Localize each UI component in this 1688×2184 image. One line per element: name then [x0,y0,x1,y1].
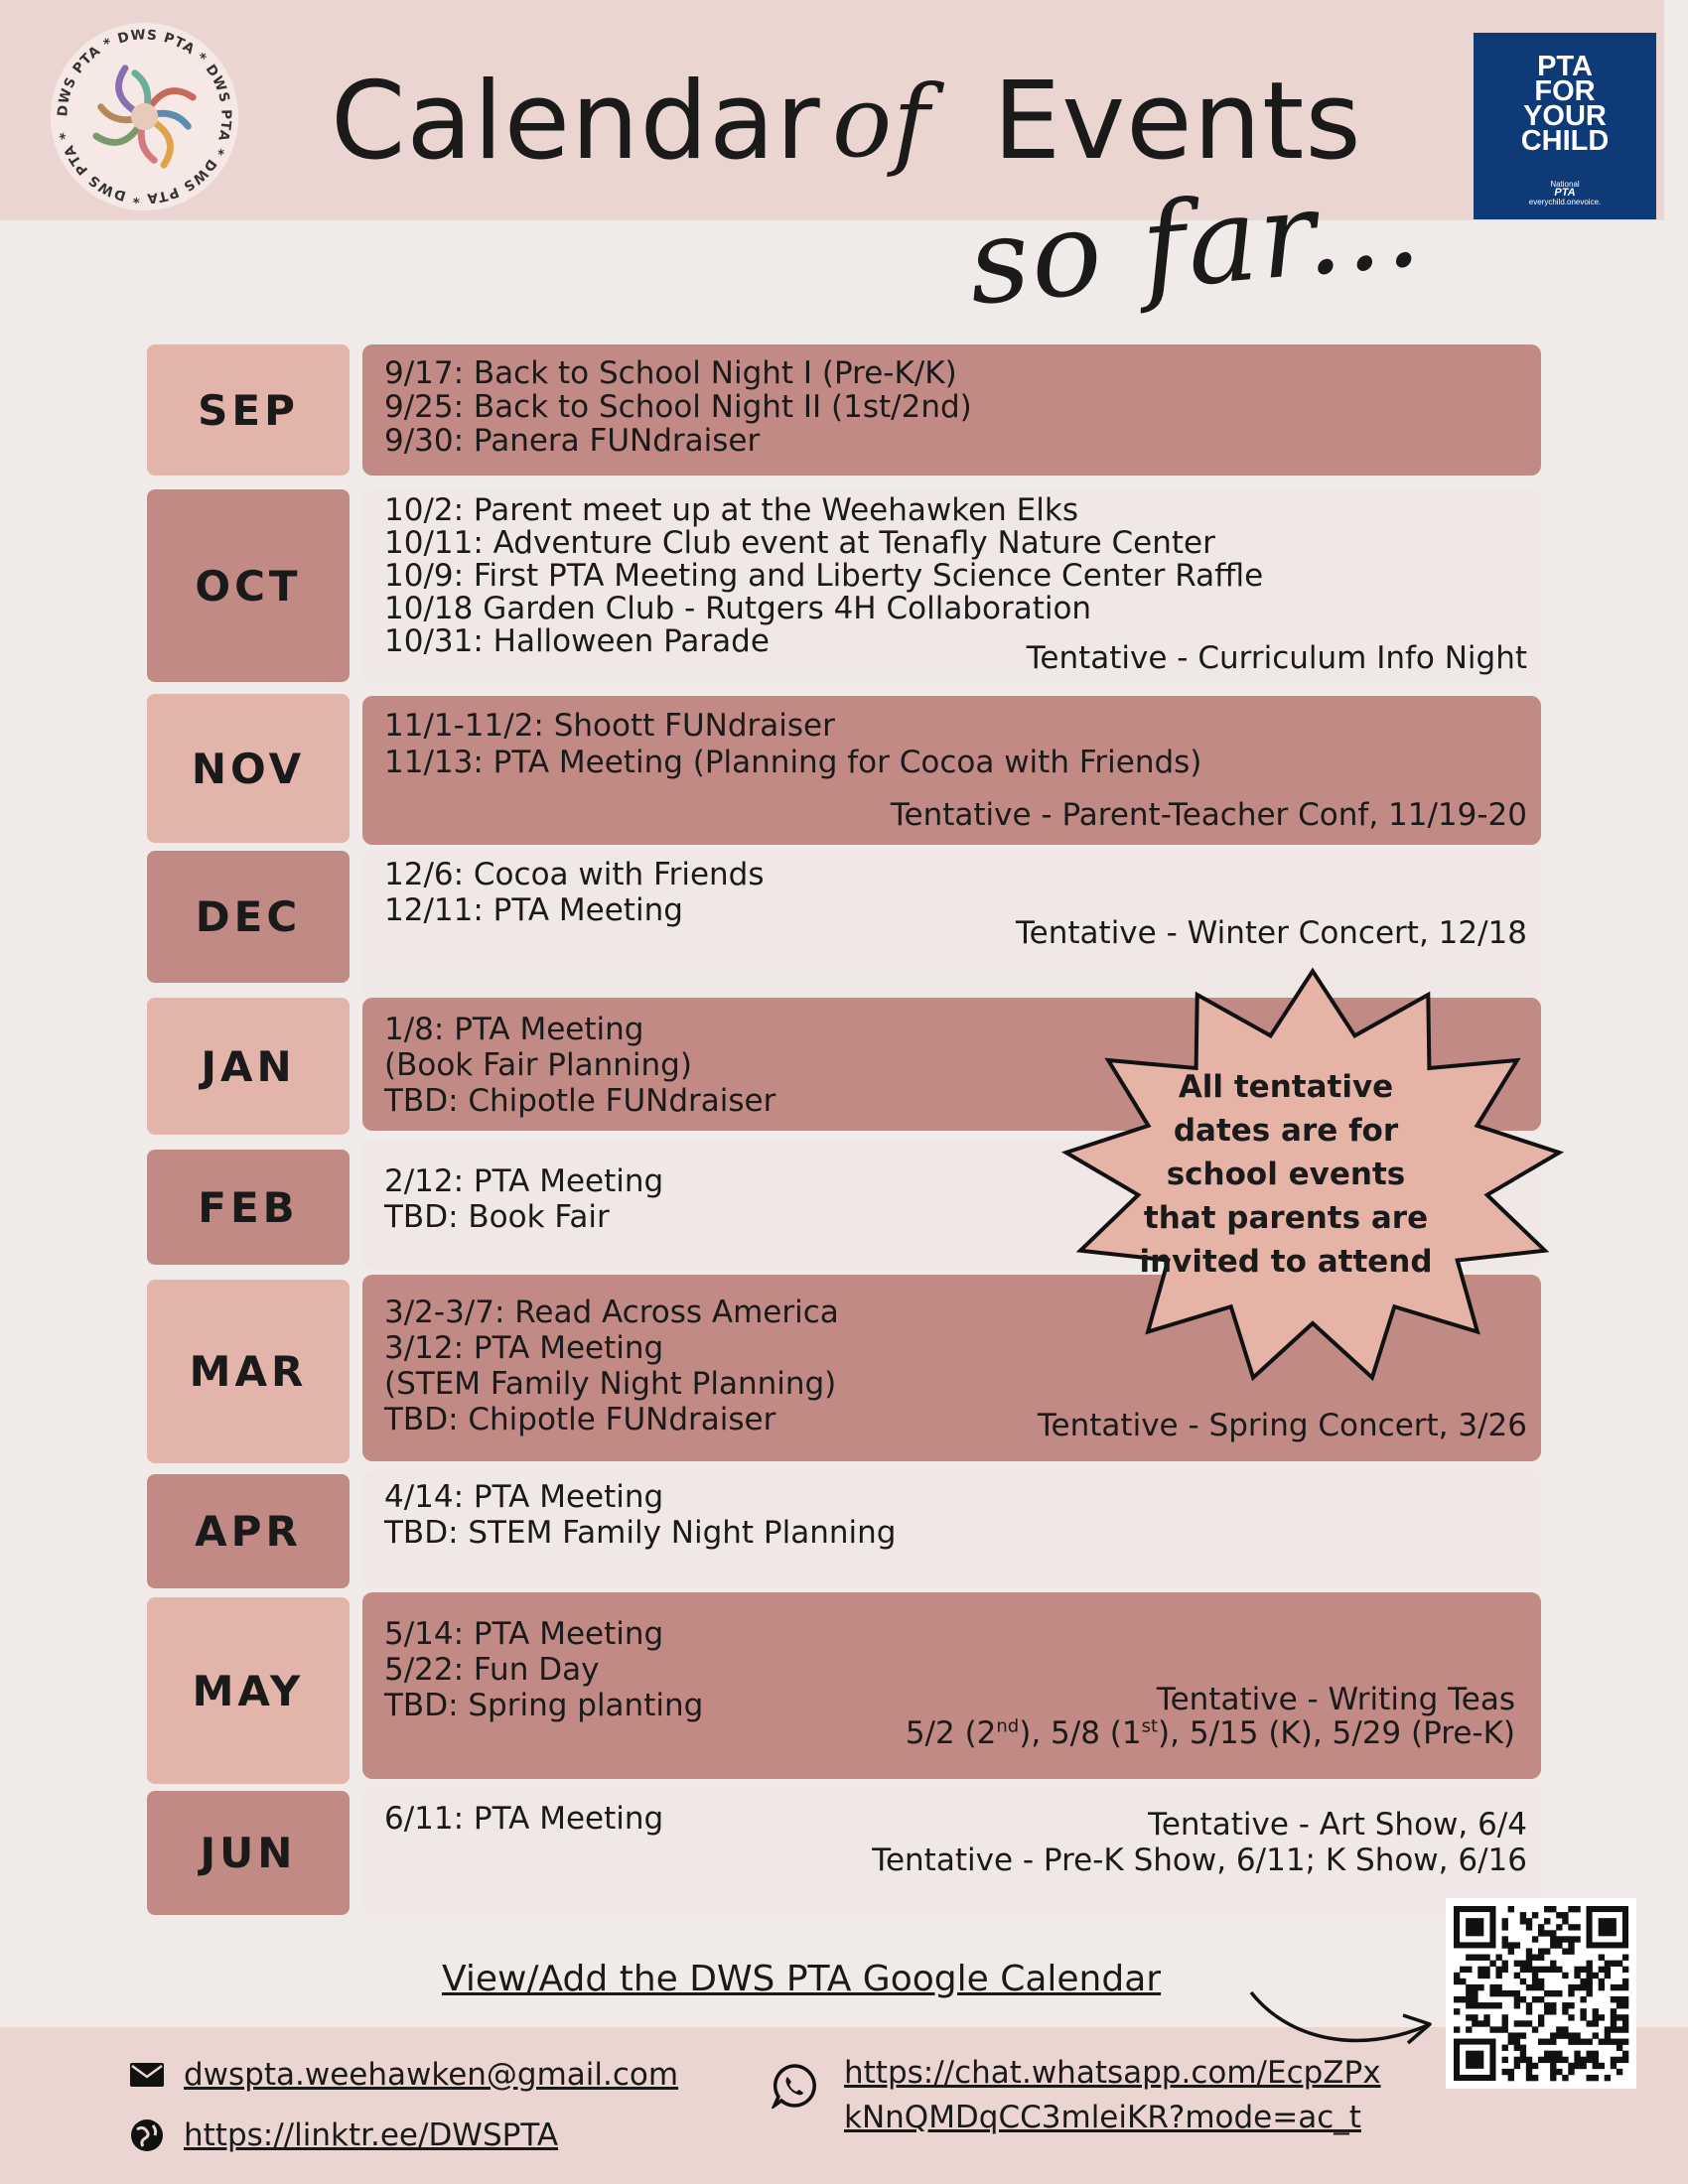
national-pta-mark [1474,180,1656,206]
badge-line-3: YOUR [1523,100,1607,132]
event-line: (STEM Family Night Planning) [384,1366,837,1402]
burst-line: invited to attend [1139,1244,1433,1280]
event-line: TBD: Book Fair [384,1199,610,1235]
event-line: 9/25: Back to School Night II (1st/2nd) [384,389,972,425]
badge-line-4: CHILD [1520,125,1610,157]
badge-tagline: everychild.onevoice. [1528,198,1602,206]
tentative-note: Tentative - Spring Concert, 3/26 [1037,1408,1527,1443]
event-line: 12/6: Cocoa with Friends [384,857,765,892]
title-so-far: so far... [962,155,1428,332]
event-line: 3/2-3/7: Read Across America [384,1295,839,1330]
event-line: 10/18 Garden Club - Rutgers 4H Collaboration [384,591,1092,626]
events-panel-oct [362,489,1541,682]
starburst-text [1102,1065,1470,1284]
title-events: Events [993,60,1362,184]
event-line: 3/12: PTA Meeting [384,1330,664,1366]
events-panel-sep [362,344,1541,476]
badge-national: National [1550,180,1580,189]
tentative-note: Tentative - Parent-Teacher Conf, 11/19-20 [890,797,1527,833]
month-label-feb: FEB [147,1150,350,1265]
event-line: TBD: Chipotle FUNdraiser [384,1083,776,1119]
event-line: 6/11: PTA Meeting [384,1801,664,1837]
month-label-jun: JUN [147,1791,350,1915]
events-panel-jun [362,1787,1541,1916]
burst-line: that parents are [1143,1200,1429,1236]
month-label-sep: SEP [147,344,350,476]
event-line: 10/9: First PTA Meeting and Liberty Science Center Raffle [384,558,1264,594]
event-line: 10/2: Parent meet up at the Weehawken Elks [384,492,1078,528]
tentative-dates: 5/2 (2nd), 5/8 (1st), 5/15 (K), 5/29 (Pre-K) [905,1715,1515,1751]
qr-code[interactable] [1446,1898,1636,2089]
tentative-note: Tentative - Art Show, 6/4 [1148,1807,1527,1843]
event-line: (Book Fair Planning) [384,1047,692,1083]
badge-line-2: FOR [1534,75,1596,107]
event-line: 2/12: PTA Meeting [384,1163,664,1199]
event-line: 5/14: PTA Meeting [384,1616,664,1652]
burst-line: All tentative [1178,1069,1394,1105]
event-line: 1/8: PTA Meeting [384,1012,644,1047]
event-line: 9/17: Back to School Night I (Pre-K/K) [384,355,957,391]
whatsapp-link-line-1[interactable]: https://chat.whatsapp.com/EcpZPx [844,2055,1381,2091]
burst-line: school events [1166,1157,1406,1192]
envelope-icon [129,2062,165,2088]
whatsapp-link-line-2[interactable]: kNnQMDqCC3mleiKR?mode=ac_t [844,2100,1361,2135]
month-label-oct: OCT [147,489,350,682]
event-line: 10/11: Adventure Club event at Tenafly Nature Center [384,525,1215,561]
globe-icon [129,2117,165,2153]
event-line: 5/22: Fun Day [384,1652,600,1688]
event-line: 10/31: Halloween Parade [384,623,770,659]
events-panel-may [362,1592,1541,1779]
month-label-apr: APR [147,1474,350,1588]
month-label-nov: NOV [147,694,350,843]
events-panel-nov [362,696,1541,845]
tentative-note: Tentative - Curriculum Info Night [1026,640,1527,676]
tentative-note: Tentative - Writing Teas [1156,1682,1515,1717]
event-line: 4/14: PTA Meeting [384,1479,664,1515]
event-line: TBD: Spring planting [384,1688,704,1723]
month-label-may: MAY [147,1597,350,1784]
event-line: TBD: STEM Family Night Planning [384,1515,897,1551]
badge-line-1: PTA [1537,51,1593,82]
event-line: TBD: Chipotle FUNdraiser [384,1402,776,1437]
dws-pta-logo [48,20,241,213]
pta-for-your-child-badge [1474,33,1656,219]
title-of: of [832,64,931,180]
month-label-dec: DEC [147,851,350,983]
event-line: 12/11: PTA Meeting [384,892,683,928]
burst-line: dates are for [1173,1113,1399,1149]
event-line: 11/13: PTA Meeting (Planning for Cocoa with Friends) [384,745,1202,780]
email-link[interactable]: dwspta.weehawken@gmail.com [184,2057,679,2093]
google-calendar-link[interactable]: View/Add the DWS PTA Google Calendar [442,1959,1162,1999]
linktree-link[interactable]: https://linktr.ee/DWSPTA [184,2117,559,2153]
events-panel-apr [362,1471,1541,1588]
whatsapp-icon [772,2063,817,2109]
month-label-jan: JAN [147,998,350,1135]
month-label-mar: MAR [147,1280,350,1463]
svg-text:DWS PTA * DWS PTA * DWS PTA *: DWS PTA * DWS PTA * DWS PTA * DWS PTA * DWS PTA * [55,27,234,206]
title-calendar: Calendar [331,60,821,184]
badge-pta: PTA [1554,187,1576,199]
event-line: 11/1-11/2: Shoott FUNdraiser [384,708,835,744]
event-line: 9/30: Panera FUNdraiser [384,423,761,459]
tentative-note: Tentative - Winter Concert, 12/18 [1016,915,1527,951]
tentative-note: Tentative - Pre-K Show, 6/11; K Show, 6/16 [872,1843,1527,1878]
